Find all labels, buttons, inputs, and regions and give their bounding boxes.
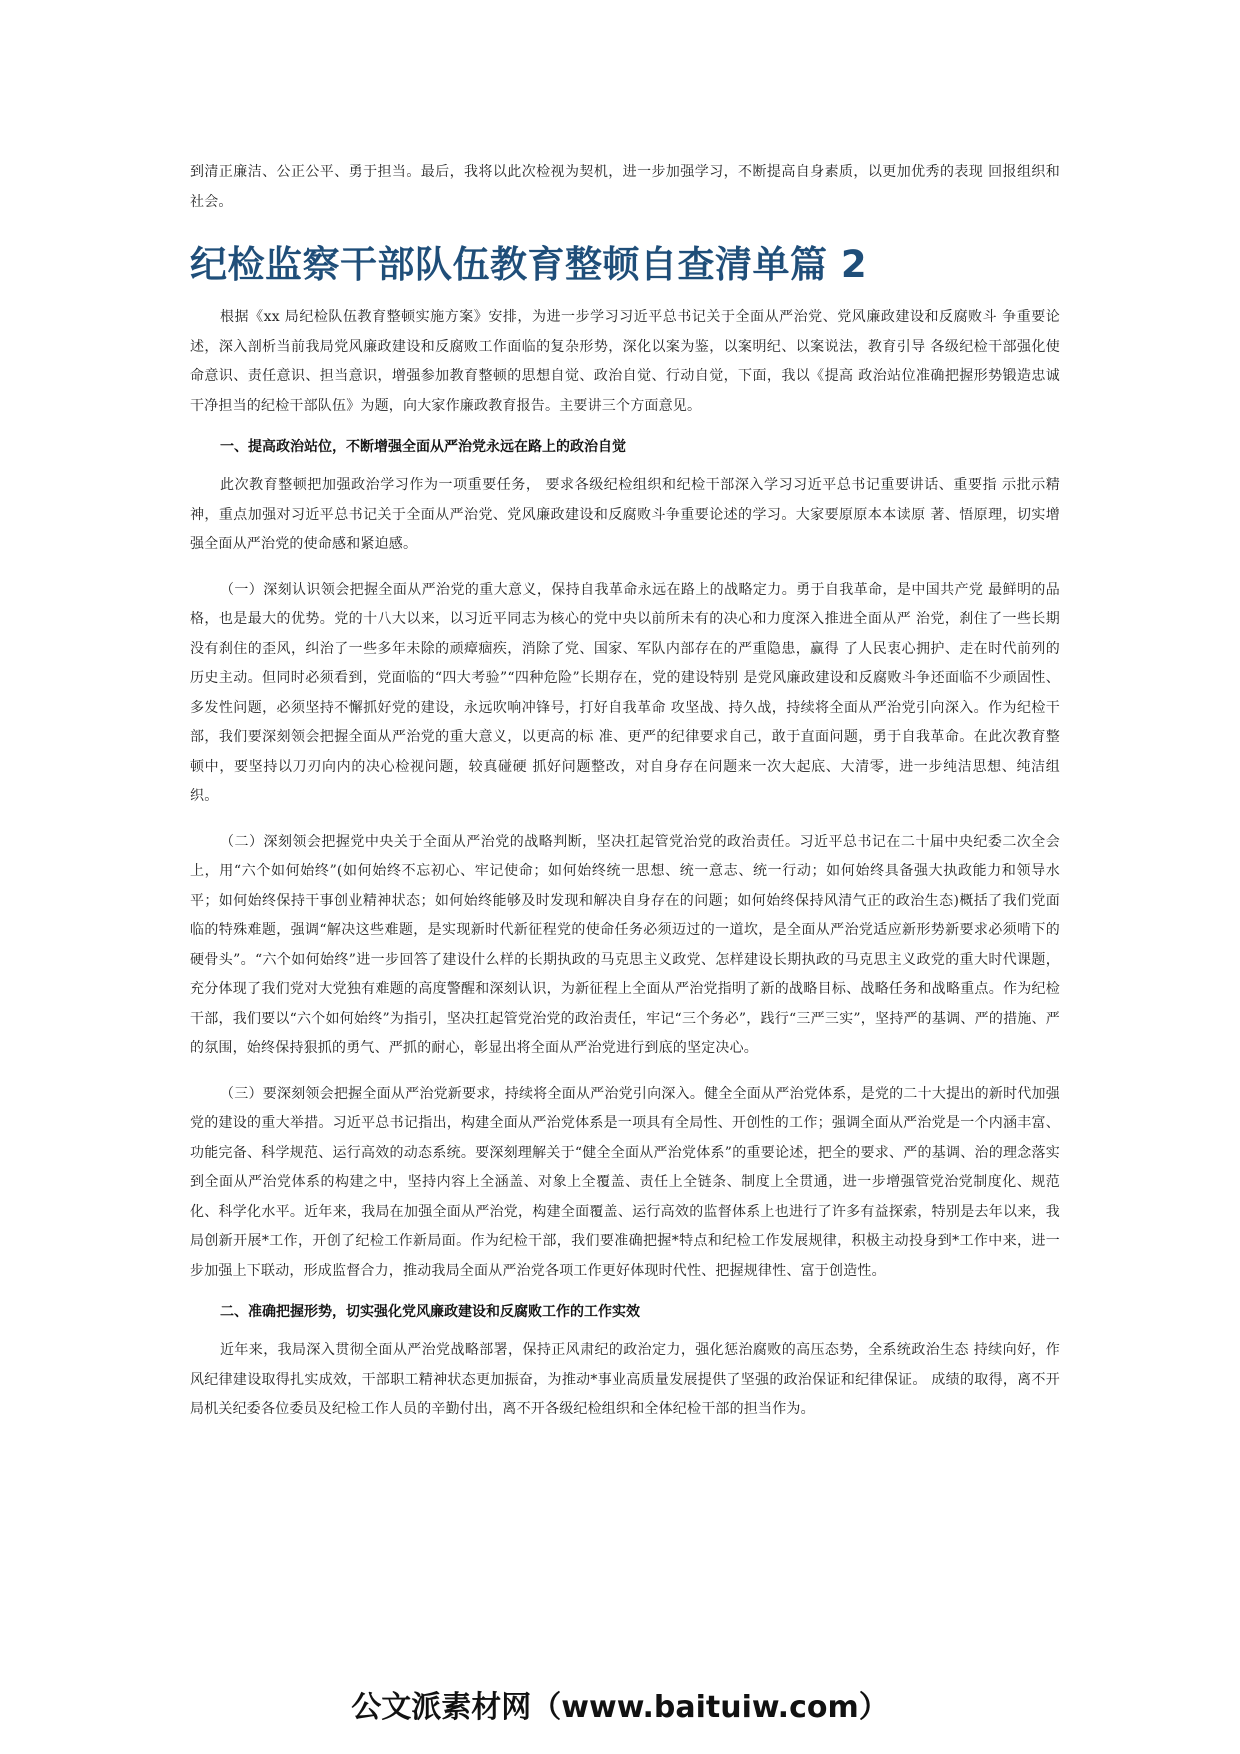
footer-watermark-text: 公文派素材网（www.baituiw.com） <box>351 1690 889 1725</box>
intro-continuation: 到清正廉洁、公正公平、勇于担当。最后，我将以此次检视为契机，进一步加强学习，不断提高自身素质，以更加优秀的表现 回报组织和社会。 <box>190 164 1060 210</box>
section-2-heading: 二、准确把握形势，切实强化党风廉政建设和反腐败工作的工作实效 <box>220 1304 640 1320</box>
section-1-heading: 一、提高政治站位，不断增强全面从严治党永远在路上的政治自觉 <box>220 439 626 455</box>
section-2-paragraph-1: 近年来，我局深入贯彻全面从严治党战略部署，保持正风肃纪的政治定力，强化惩治腐败的高压态势，全系统政治生态 持续向好，作风纪律建设取得扎实成效，干部职工精神状态更加振奋，为推动*事业高质量发展提供了坚强的政治保证和纪律保证。 成绩的取得，离不开局机关纪委各位委员及纪检工作人员的辛勤付出，离不开各级纪检组织和全体纪检干部的担当作为。 <box>190 1342 1060 1417</box>
section-1-paragraph-2: （一）深刻认识领会把握全面从严治党的重大意义，保持自我革命永远在路上的战略定力。勇于自我革命，是中国共产党 最鲜明的品格，也是最大的优势。党的十八大以来，以习近平同志为核心的党中央以前所未有的决心和力度深入推进全面从严 治党，刹住了一些长期没有刹住的歪风，纠治了一些多年未除的顽瘴痼疾，消除了党、国家、军队内部存在的严重隐患，赢得 了人民衷心拥护、走在时代前列的历史主动。但同时必须看到，党面临的“四大考验”“四种危险”长期存在，党的建设特别 是党风廉政建设和反腐败斗争还面临不少顽固性、多发性问题，必须坚持不懈抓好党的建设，永远吹响冲锋号，打好自我革命 攻坚战、持久战，持续将全面从严治党引向深入。作为纪检干部，我们要深刻领会把握全面从严治党的重大意义，以更高的标 准、更严的纪律要求自己，敢于直面问题，勇于自我革命。在此次教育整顿中，要坚持以刀刃向内的决心检视问题，较真碰硬 抓好问题整改，对自身存在问题来一次大起底、大清零，进一步纯洁思想、纯洁组织。 <box>190 581 1060 804</box>
document-page <box>190 158 1060 1425</box>
section-1-paragraph-4: （三）要深刻领会把握全面从严治党新要求，持续将全面从严治党引向深入。健全全面从严治党体系，是党的二十大提出的新时代加强党的建设的重大举措。习近平总书记指出，构建全面从严治党体系是一项具有全局性、开创性的工作；强调全面从严治党是一个内涵丰富、功能完备、科学规范、运行高效的动态系统。要深刻理解关于“健全全面从严治党体系”的重要论述，把全的要求、严的基调、治的理念落实到全面从严治党体系的构建之中，坚持内容上全涵盖、对象上全覆盖、责任上全链条、制度上全贯通，进一步增强管党治党制度化、规范化、科学化水平。近年来，我局在加强全面从严治党，构建全面覆盖、运行高效的监督体系上也进行了许多有益探索，特别是去年以来，我局创新开展*工作，开创了纪检工作新局面。作为纪检干部，我们要准确把握*特点和纪检工作发展规律，积极主动投身到*工作中来，进一步加强上下联动，形成监督合力，推动我局全面从严治党各项工作更好体现时代性、把握规律性、富于创造性。 <box>190 1085 1060 1279</box>
section-1-paragraph-1: 此次教育整顿把加强政治学习作为一项重要任务， 要求各级纪检组织和纪检干部深入学习习近平总书记重要讲话、重要指 示批示精神，重点加强对习近平总书记关于全面从严治党、党风廉政建设和反腐败斗争重要论述的学习。大家要原原本本读原 著、悟原理，切实增强全面从严治党的使命感和紧迫感。 <box>190 477 1060 552</box>
article-title: 纪检监察干部队伍教育整顿自查清单篇 2 <box>190 243 868 286</box>
section-1-paragraph-3: （二）深刻领会把握党中央关于全面从严治党的战略判断，坚决扛起管党治党的政治责任。习近平总书记在二十届中央纪委二次全会上，用“六个如何始终”(如何始终不忘初心、牢记使命；如何始终统一思想、统一意志、统一行动；如何始终具备强大执政能力和领导水平；如何始终保持干事创业精神状态；如何始终能够及时发现和解决自身存在的问题；如何始终保持风清气正的政治生态)概括了我们党面临的特殊难题，强调“解决这些难题，是实现新时代新征程党的使命任务必须迈过的一道坎，是全面从严治党适应新形势新要求必须啃下的硬骨头”。“六个如何始终”进一步回答了建设什么样的长期执政的马克思主义政党、怎样建设长期执政的马克思主义政党的重大时代课题，充分体现了我们党对大党独有难题的高度警醒和深刻认识，为新征程上全面从严治党指明了新的战略目标、战略任务和战略重点。作为纪检干部，我们要以“六个如何始终”为指引，坚决扛起管党治党的政治责任，牢记“三个务必”，践行“三严三实”，坚持严的基调、严的措施、严的氛围，始终保持狠抓的勇气、严抓的耐心，彰显出将全面从严治党进行到底的坚定决心。 <box>190 833 1060 1056</box>
article-lead-paragraph: 根据《xx 局纪检队伍教育整顿实施方案》安排，为进一步学习习近平总书记关于全面从严治党、党风廉政建设和反腐败斗 争重要论述，深入剖析当前我局党风廉政建设和反腐败工作面临的复杂形势，深化以案为鉴，以案明纪、以案说法，教育引导 各级纪检干部强化使命意识、责任意识、担当意识，增强参加教育整顿的思想自觉、政治自觉、行动自觉，下面，我以《提高 政治站位准确把握形势锻造忠诚干净担当的纪检干部队伍》为题，向大家作廉政教育报告。主要讲三个方面意见。 <box>190 309 1060 414</box>
